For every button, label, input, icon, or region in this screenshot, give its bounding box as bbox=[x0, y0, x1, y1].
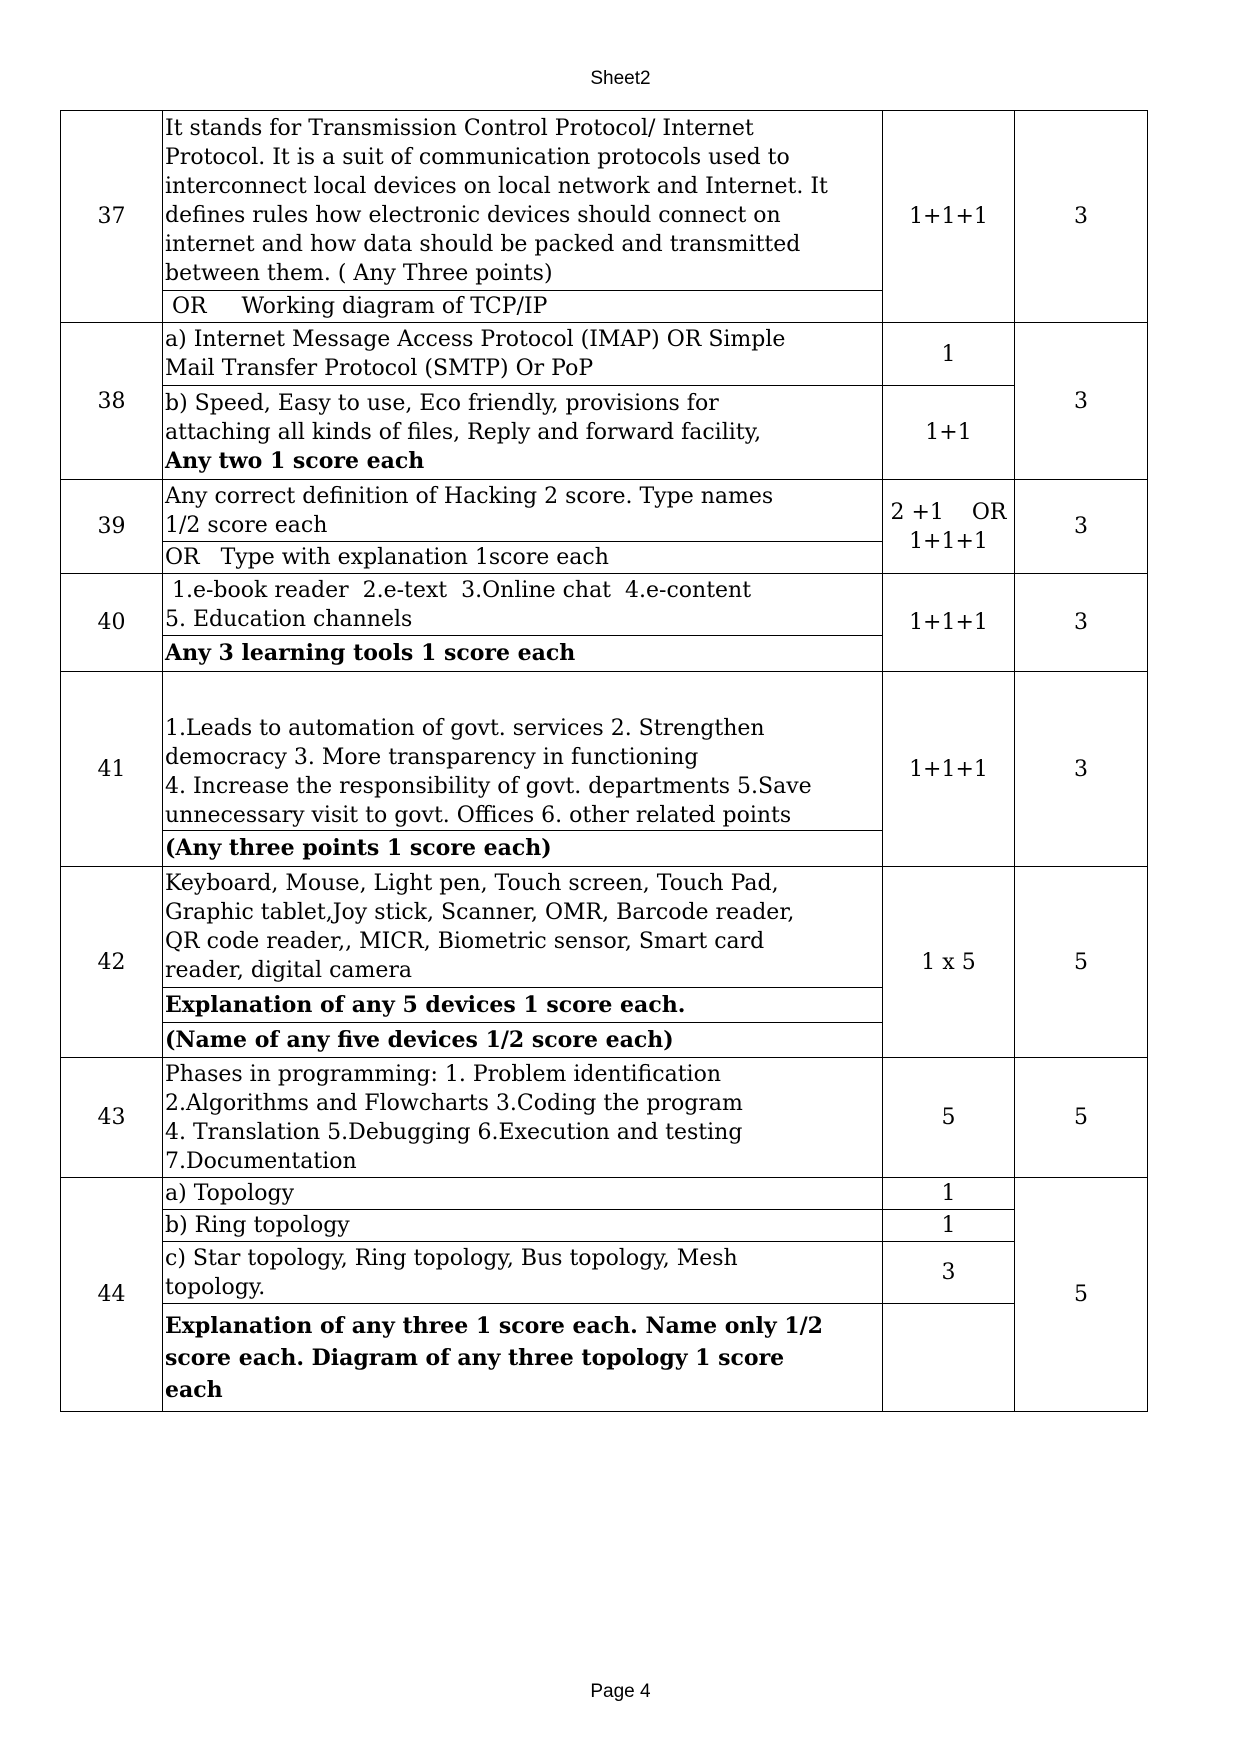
answer-key-table bbox=[60, 110, 1148, 1412]
scoring-note: Explanation of any three 1 score each. Name only 1/2 score each. Diagram of any three topology 1 score each bbox=[163, 1304, 883, 1412]
answer-text: Keyboard, Mouse, Light pen, Touch screen, Touch Pad, Graphic tablet,Joy stick, Scanner, OMR, Barcode reader, QR code reader,, MICR, Biometric sensor, Smart card reader, digital camera bbox=[163, 867, 883, 988]
total-score: 5 bbox=[1015, 1058, 1148, 1178]
score-split: 1 bbox=[883, 323, 1015, 386]
answer-part-b: b) Ring topology bbox=[163, 1210, 883, 1242]
score-split: 1 bbox=[883, 1178, 1015, 1210]
table-row bbox=[61, 480, 1148, 542]
answer-part-a: a) Topology bbox=[163, 1178, 883, 1210]
answer-part-a: a) Internet Message Access Protocol (IMAP) OR Simple Mail Transfer Protocol (SMTP) Or PoP bbox=[163, 323, 883, 386]
question-number: 42 bbox=[61, 867, 163, 1058]
alternative-answer: OR Working diagram of TCP/IP bbox=[163, 291, 883, 323]
question-number: 37 bbox=[61, 111, 163, 323]
score-split: 1 x 5 bbox=[883, 867, 1015, 1058]
page-number: Page 4 bbox=[590, 1681, 651, 1702]
answer-part-c: c) Star topology, Ring topology, Bus topology, Mesh topology. bbox=[163, 1242, 883, 1304]
table-row bbox=[61, 672, 1148, 831]
table-row bbox=[61, 1304, 1148, 1412]
alternative-answer: OR Type with explanation 1score each bbox=[163, 542, 883, 574]
score-split: 5 bbox=[883, 1058, 1015, 1178]
score-split: 1+1+1 bbox=[883, 574, 1015, 672]
total-score: 3 bbox=[1015, 480, 1148, 574]
table-row bbox=[61, 1178, 1148, 1210]
answer-part-b: b) Speed, Easy to use, Eco friendly, provisions for attaching all kinds of files, Reply and forward facility, Any two 1 score each bbox=[163, 386, 883, 480]
scoring-note: (Any three points 1 score each) bbox=[163, 831, 883, 867]
question-number: 38 bbox=[61, 323, 163, 480]
sheet-title: Sheet2 bbox=[590, 68, 651, 89]
table-row bbox=[61, 867, 1148, 988]
total-score: 3 bbox=[1015, 323, 1148, 480]
total-score: 5 bbox=[1015, 1178, 1148, 1412]
score-split: 1+1+1 bbox=[883, 111, 1015, 323]
total-score: 3 bbox=[1015, 672, 1148, 867]
answer-text: It stands for Transmission Control Protocol/ Internet Protocol. It is a suit of communication protocols used to interconnect local devices on local network and Internet. It defines rules how electronic devices should connect on internet and how data should be packed and transmitted between them. ( Any Three points) bbox=[163, 111, 883, 291]
table-row bbox=[61, 1058, 1148, 1178]
question-number: 44 bbox=[61, 1178, 163, 1412]
table-row bbox=[61, 323, 1148, 386]
table-row bbox=[61, 1210, 1148, 1242]
total-score: 3 bbox=[1015, 574, 1148, 672]
total-score: 3 bbox=[1015, 111, 1148, 323]
answer-text: Phases in programming: 1. Problem identification 2.Algorithms and Flowcharts 3.Coding the program 4. Translation 5.Debugging 6.Execution and testing 7.Documentation bbox=[163, 1058, 883, 1178]
table-row bbox=[61, 111, 1148, 291]
score-split: 1+1 bbox=[883, 386, 1015, 480]
answer-text: 1.Leads to automation of govt. services 2. Strengthen democracy 3. More transparency in functioning 4. Increase the responsibility of govt. departments 5.Save unnecessary visit to govt. Offices 6. other related points bbox=[163, 672, 883, 831]
score-split: 3 bbox=[883, 1242, 1015, 1304]
scoring-note: (Name of any five devices 1/2 score each) bbox=[163, 1023, 883, 1058]
question-number: 39 bbox=[61, 480, 163, 574]
empty-score-cell bbox=[883, 1304, 1015, 1412]
scoring-note: Explanation of any 5 devices 1 score each. bbox=[163, 988, 883, 1023]
question-number: 41 bbox=[61, 672, 163, 867]
score-split: 1+1+1 bbox=[883, 672, 1015, 867]
table-row bbox=[61, 1242, 1148, 1304]
score-split: 2 +1 OR 1+1+1 bbox=[883, 480, 1015, 574]
answer-text: Any correct definition of Hacking 2 score. Type names 1/2 score each bbox=[163, 480, 883, 542]
total-score: 5 bbox=[1015, 867, 1148, 1058]
table-row bbox=[61, 574, 1148, 636]
score-split: 1 bbox=[883, 1210, 1015, 1242]
question-number: 40 bbox=[61, 574, 163, 672]
scoring-note: Any 3 learning tools 1 score each bbox=[163, 636, 883, 672]
answer-text: 1.e-book reader 2.e-text 3.Online chat 4.e-content 5. Education channels bbox=[163, 574, 883, 636]
table-row bbox=[61, 386, 1148, 480]
question-number: 43 bbox=[61, 1058, 163, 1178]
